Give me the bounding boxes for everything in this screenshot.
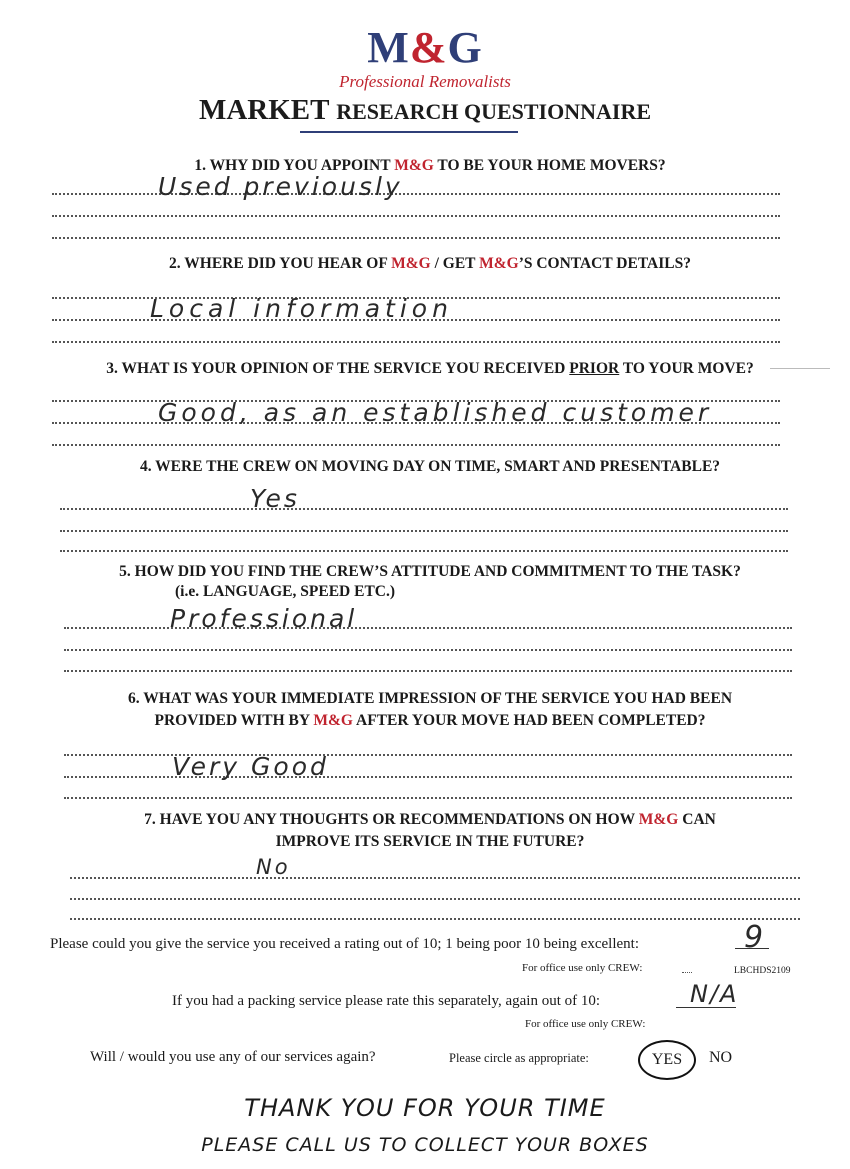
packing-value[interactable]: N/A — [690, 980, 739, 1008]
question-2: 2. WHERE DID YOU HEAR OF M&G / GET M&G’S CONTACT DETAILS? — [169, 255, 691, 272]
answer-line — [64, 670, 792, 672]
answer-line — [52, 341, 780, 343]
question-3: 3. WHAT IS YOUR OPINION OF THE SERVICE YOU RECEIVED PRIOR TO YOUR MOVE? — [106, 360, 754, 377]
answer-2[interactable]: Local information — [150, 294, 453, 323]
company-tagline: Professional Removalists — [339, 72, 511, 91]
title-underline — [300, 131, 518, 133]
reuse-no-option[interactable]: NO — [709, 1049, 733, 1066]
reuse-hint: Please circle as appropriate: — [449, 1051, 589, 1065]
question-7-line2: IMPROVE ITS SERVICE IN THE FUTURE? — [275, 833, 585, 850]
thank-you-message: THANK YOU FOR YOUR TIME — [244, 1094, 606, 1122]
rating-office-note: For office use only CREW: — [522, 962, 643, 974]
answer-line — [60, 530, 788, 532]
packing-label: If you had a packing service please rate this separately, again out of 10: — [172, 993, 601, 1009]
answer-line — [52, 444, 780, 446]
answer-line — [52, 215, 780, 217]
question-6-line2: PROVIDED WITH BY M&G AFTER YOUR MOVE HAD BEEN COMPLETED? — [154, 712, 706, 729]
answer-line — [70, 918, 800, 920]
page-title: MARKET RESEARCH QUESTIONNAIRE — [198, 94, 652, 126]
crew-blank — [682, 972, 692, 973]
reuse-yes-option[interactable]: YES — [638, 1040, 696, 1080]
collect-boxes-message: PLEASE CALL US TO COLLECT YOUR BOXES — [201, 1134, 649, 1156]
answer-3[interactable]: Good, as an established customer — [158, 398, 713, 427]
answer-5[interactable]: Professional — [170, 604, 358, 633]
answer-line — [60, 550, 788, 552]
answer-1[interactable]: Used previously — [158, 172, 403, 201]
form-code: LBCHDS2109 — [734, 966, 791, 976]
answer-line — [60, 508, 788, 510]
answer-7[interactable]: No — [256, 855, 291, 879]
rating-value[interactable]: 9 — [744, 920, 767, 955]
question-1: 1. WHY DID YOU APPOINT M&G TO BE YOUR HOME MOVERS? — [194, 157, 666, 174]
answer-line — [52, 237, 780, 239]
answer-line — [64, 649, 792, 651]
answer-line — [64, 797, 792, 799]
answer-4[interactable]: Yes — [250, 484, 300, 513]
reuse-question: Will / would you use any of our services again? — [90, 1049, 376, 1065]
company-logo: M&G — [367, 23, 483, 72]
question-6: 6. WHAT WAS YOUR IMMEDIATE IMPRESSION OF THE SERVICE YOU HAD BEEN — [127, 690, 733, 707]
answer-6[interactable]: Very Good — [172, 752, 329, 781]
question-7: 7. HAVE YOU ANY THOUGHTS OR RECOMMENDATIONS ON HOW M&G CAN — [144, 811, 716, 828]
question-5: 5. HOW DID YOU FIND THE CREW’S ATTITUDE AND COMMITMENT TO THE TASK? — [119, 563, 741, 580]
packing-office-note: For office use only CREW: — [525, 1018, 646, 1030]
rating-label: Please could you give the service you received a rating out of 10; 1 being poor 10 being excellent: — [50, 936, 639, 952]
answer-line — [70, 898, 800, 900]
answer-line — [70, 877, 800, 879]
question-5-subtext: (i.e. LANGUAGE, SPEED ETC.) — [174, 583, 396, 600]
question-4: 4. WERE THE CREW ON MOVING DAY ON TIME, SMART AND PRESENTABLE? — [139, 458, 721, 475]
